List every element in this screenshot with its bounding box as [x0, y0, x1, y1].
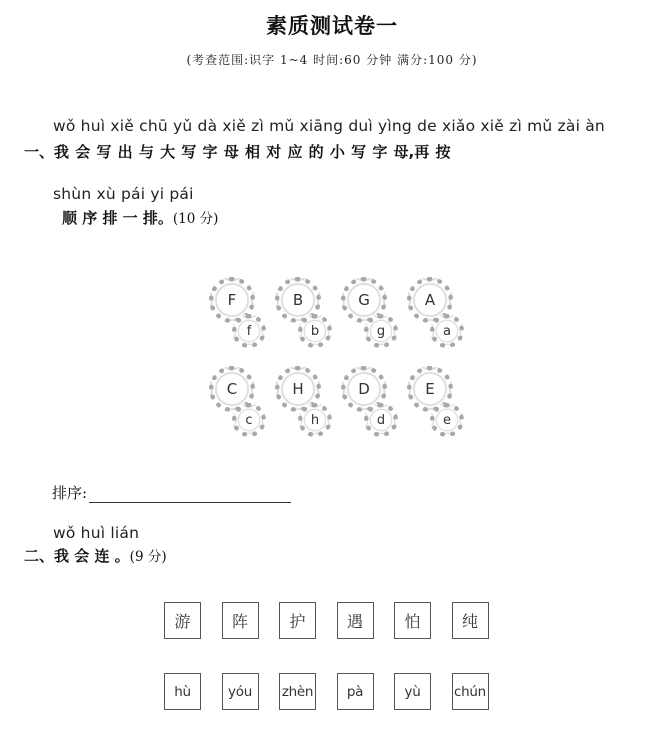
uppercase-gear: F: [209, 277, 255, 323]
uppercase-gear: C: [209, 366, 255, 412]
q1-pinyin-line2: shùn xù pái yi pái: [53, 185, 194, 203]
character-box[interactable]: 纯: [452, 602, 489, 639]
character-box[interactable]: 怕: [394, 602, 431, 639]
lowercase-gear: b: [298, 314, 332, 348]
uppercase-gear: A: [407, 277, 453, 323]
pinyin-box[interactable]: chún: [452, 673, 489, 710]
pinyin-box[interactable]: hù: [164, 673, 201, 710]
pinyin-box[interactable]: yóu: [222, 673, 259, 710]
page-title: 素质测试卷一: [266, 14, 398, 38]
lowercase-gear: d: [364, 403, 398, 437]
gear-pair: [403, 275, 467, 355]
lowercase-gear: a: [430, 314, 464, 348]
pinyin-box[interactable]: pà: [337, 673, 374, 710]
gear-pair: [337, 275, 401, 355]
gear-pair: [205, 364, 269, 444]
q2-score: (9 分): [129, 549, 167, 565]
character-box-row: [164, 602, 489, 639]
q2-instruction: 二、我 会 连 。: [24, 547, 130, 565]
uppercase-gear: H: [275, 366, 321, 412]
exam-info: (考查范围:识字 1~4 时间:60 分钟 满分:100 分): [186, 53, 478, 67]
q1-text-line2: [62, 207, 218, 228]
character-box[interactable]: 护: [279, 602, 316, 639]
q2-text: [24, 545, 167, 566]
q1-instruction: 顺 序 排 一 排。: [62, 209, 173, 227]
uppercase-gear: E: [407, 366, 453, 412]
gear-pair: [205, 275, 269, 355]
character-box[interactable]: 游: [164, 602, 201, 639]
answer-label: 排序:: [52, 484, 88, 502]
gear-pair: [271, 275, 335, 355]
pinyin-box-row: [164, 673, 489, 710]
gear-pair: [271, 364, 335, 444]
lowercase-gear: c: [232, 403, 266, 437]
lowercase-gear: e: [430, 403, 464, 437]
uppercase-gear: B: [275, 277, 321, 323]
lowercase-gear: h: [298, 403, 332, 437]
q1-score: (10 分): [172, 211, 219, 227]
uppercase-gear: G: [341, 277, 387, 323]
q1-text-line1: 一、我 会 写 出 与 大 写 字 母 相 对 应 的 小 写 字 母,再 按: [24, 143, 451, 161]
uppercase-gear: D: [341, 366, 387, 412]
pinyin-box[interactable]: yù: [394, 673, 431, 710]
q2-pinyin: wǒ huì lián: [53, 524, 140, 542]
character-box[interactable]: 阵: [222, 602, 259, 639]
answer-blank[interactable]: [89, 485, 291, 503]
gear-pair: [337, 364, 401, 444]
q1-answer-row: [52, 482, 291, 503]
q1-pinyin-line1: wǒ huì xiě chū yǔ dà xiě zì mǔ xiāng duì yìng de xiǎo xiě zì mǔ zài àn: [53, 117, 605, 135]
character-box[interactable]: 遇: [337, 602, 374, 639]
lowercase-gear: f: [232, 314, 266, 348]
gear-letter-grid: [205, 275, 475, 445]
lowercase-gear: g: [364, 314, 398, 348]
gear-pair: [403, 364, 467, 444]
pinyin-box[interactable]: zhèn: [279, 673, 316, 710]
